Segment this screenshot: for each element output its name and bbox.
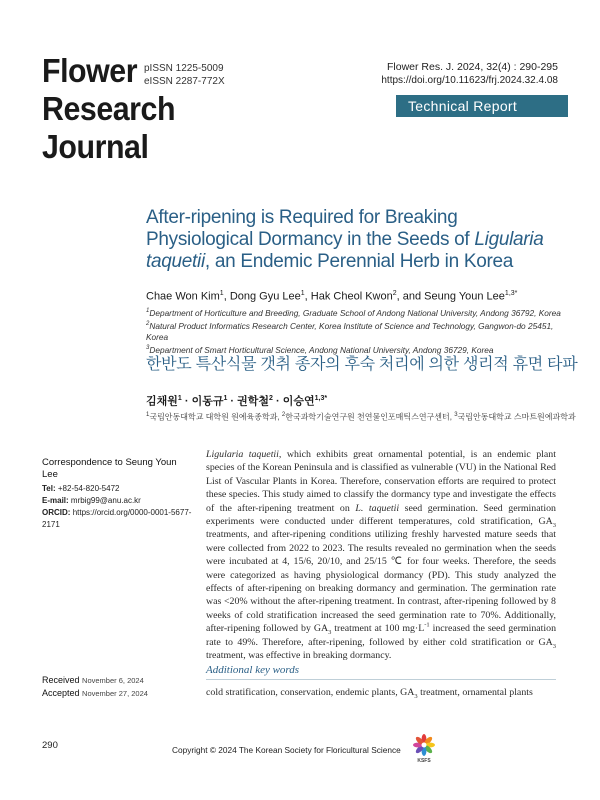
- korean-title: 한반도 특산식물 갯취 종자의 후숙 처리에 의한 생리적 휴면 타파: [146, 356, 578, 373]
- logo-text: KSFS: [417, 758, 431, 764]
- author-sup: 2: [392, 290, 397, 297]
- affiliation: [146, 306, 566, 319]
- korean-author-sup: 1: [177, 395, 182, 402]
- affiliation: [146, 319, 566, 343]
- journal-name-line3: Journal: [42, 128, 149, 165]
- orcid-label: ORCID:: [42, 508, 71, 517]
- abstract-species: L. taquetii: [355, 502, 400, 514]
- abstract-text: treatment at 100 mg·L: [331, 623, 425, 635]
- author-sup: 1: [219, 290, 224, 297]
- korean-author-name: 김채원: [146, 395, 178, 408]
- accepted-label: Accepted: [42, 688, 80, 698]
- author-name: Chae Won Kim: [146, 290, 220, 303]
- eissn: eISSN 2287-772X: [144, 76, 225, 87]
- keywords-divider: [206, 679, 556, 680]
- korean-affiliation-text: 국립안동대학교 스마트원예과학과: [457, 412, 576, 422]
- abstract-text: increased the seed germination rate to 49%. Therefore, after-ripening, followed by either cold stratification or GA: [206, 623, 557, 648]
- abstract-text: treatment, was effective in breaking dormancy.: [206, 650, 392, 662]
- abstract-text: seed germination. Seed germination experiments were conducted under different temperatures, cold stratification, GA: [206, 502, 556, 528]
- author-name: Hak Cheol Kwon: [310, 290, 393, 303]
- abstract-text: treatments, and after-ripening conditions utilizing freshly harvested mature seeds that were collected from 2022 to 2023. The results revealed no germination when the seeds were incubated at 4, 15/6, 20/10, and 25/15 ℃ for four weeks. Therefore, the seeds were categorized as having physiological dormancy (PD). This study analyzed the effects of after-ripening on breaking dormancy and germination. The germination rate was <20% without the after-ripening treatment. In contrast, after-ripening followed by 8 weeks of cold stratification increased the seed germination rate to 70%. Additionally, after-ripening followed by GA: [206, 529, 556, 635]
- article-title: [146, 207, 566, 273]
- correspondence-heading: Correspondence to Seung Youn Lee: [42, 457, 177, 480]
- keywords-heading: Additional key words: [206, 664, 300, 676]
- accepted-date: [42, 687, 148, 700]
- author-name: and Seung Youn Lee: [402, 290, 505, 303]
- korean-author-sup: 1,3*: [314, 395, 328, 402]
- author-sup: 1,3*: [504, 290, 518, 297]
- korean-affiliation-sup: 2: [281, 412, 286, 418]
- korean-affiliation-list: [146, 410, 576, 423]
- received-date: [42, 674, 148, 687]
- keywords-text: [206, 687, 556, 700]
- abstract-subscript: 3: [552, 642, 556, 650]
- korean-affiliation-text: 국립안동대학교 대학원 원예육종학과,: [149, 412, 282, 422]
- abstract-species: Ligularia taquetii: [206, 449, 279, 460]
- affiliation-sup: 2: [146, 320, 150, 327]
- korean-author-list: 김채원$^1$ · 이동규$^1$ · 권학철$^2$ · 이승연$^{1,3*}$: [146, 395, 328, 408]
- korean-author-name: 이승연: [282, 395, 315, 408]
- affiliation: [146, 343, 566, 356]
- title-part1: After-ripening is Required for Breaking Physiological Dormancy in the Seeds of: [146, 207, 475, 250]
- author-list: Chae Won Kim$^1$, Dong Gyu Lee$^1$, Hak Cheol Kwon$^2$, and Seung Youn Lee$^{1,3*}$: [146, 290, 518, 303]
- korean-affiliation-text: 한국과학기술연구원 천연물인포매틱스연구센터,: [285, 412, 455, 422]
- affiliation-text: Natural Product Informatics Research Center, Korea Institute of Science and Technology, Gangwon-do 25451, Korea: [146, 320, 554, 342]
- society-logo-icon: [412, 734, 436, 764]
- author-name: Dong Gyu Lee: [229, 290, 301, 303]
- accepted-value: November 27, 2024: [82, 689, 148, 698]
- email-value[interactable]: mrbig99@anu.ac.kr: [70, 496, 141, 505]
- author-sup: 1: [300, 290, 305, 297]
- pissn: pISSN 1225-5009: [144, 63, 224, 74]
- correspondence-orcid: [42, 507, 192, 531]
- citation-text: Flower Res. J. 2024, 32(4) : 290-295: [386, 61, 558, 73]
- received-value: November 6, 2024: [82, 676, 144, 685]
- abstract-text: , which exhibits great ornamental potential, is an endemic plant species of the Korean Peninsula and is classified as vulnerable (VU) in the National Red List of Vascular Plants in Korea. Therefore, conservation efforts are required to protect these species. This study aimed to classify the dormancy type and investigate the effects of the after-ripening treatment on: [206, 449, 556, 514]
- korean-author-name: 권학철: [237, 395, 270, 408]
- abstract-subscript: 3: [328, 629, 332, 637]
- affiliation-list: [146, 306, 566, 355]
- keywords-part: treatment, ornamental plants: [417, 687, 533, 698]
- keywords-part: cold stratification, conservation, endemic plants, GA: [206, 687, 415, 698]
- page-number: 290: [42, 740, 58, 751]
- affiliation-text: Department of Horticulture and Breeding, Graduate School of Andong National University, Andong 36792, Korea: [149, 307, 561, 318]
- journal-name-line1: Flower: [42, 52, 138, 89]
- abstract-subscript: 3: [552, 522, 556, 529]
- tel-value: +82-54-820-5472: [57, 484, 120, 493]
- doi-link[interactable]: https://doi.org/10.11623/frj.2024.32.4.08: [381, 75, 558, 86]
- article-type-banner: Technical Report: [396, 95, 568, 117]
- korean-affiliation-sup: 1: [146, 412, 150, 418]
- correspondence-tel: [42, 483, 192, 495]
- orcid-value[interactable]: https://orcid.org/0000-0001-5677-2171: [42, 508, 192, 529]
- korean-author-name: 이동규: [191, 395, 224, 408]
- journal-name-line2: Research: [42, 90, 176, 127]
- dates-block: [42, 674, 148, 700]
- korean-affiliation-sup: 3: [454, 412, 458, 418]
- affiliation-sup: 3: [146, 344, 150, 351]
- citation-block: [381, 61, 558, 87]
- abstract-superscript: -1: [424, 621, 430, 629]
- abstract: [206, 448, 556, 663]
- title-part2: , an Endemic Perennial Herb in Korea: [204, 251, 514, 272]
- copyright-notice: Copyright © 2024 The Korean Society for Floricultural Science: [172, 745, 401, 755]
- title-species: Ligularia taquetii: [146, 229, 544, 272]
- affiliation-text: Department of Smart Horticultural Science, Andong National University, Andong 36729, Korea: [149, 344, 494, 355]
- keywords-subscript: 3: [414, 692, 418, 700]
- tel-label: Tel:: [42, 484, 56, 493]
- issn-block: [144, 62, 225, 88]
- email-label: E-mail:: [42, 496, 69, 505]
- affiliation-sup: 1: [146, 308, 150, 314]
- korean-author-sup: 2: [269, 395, 273, 402]
- received-label: Received: [42, 675, 80, 685]
- correspondence-email: [42, 495, 192, 507]
- korean-author-sup: 1: [223, 395, 228, 402]
- correspondence-block: [42, 457, 192, 531]
